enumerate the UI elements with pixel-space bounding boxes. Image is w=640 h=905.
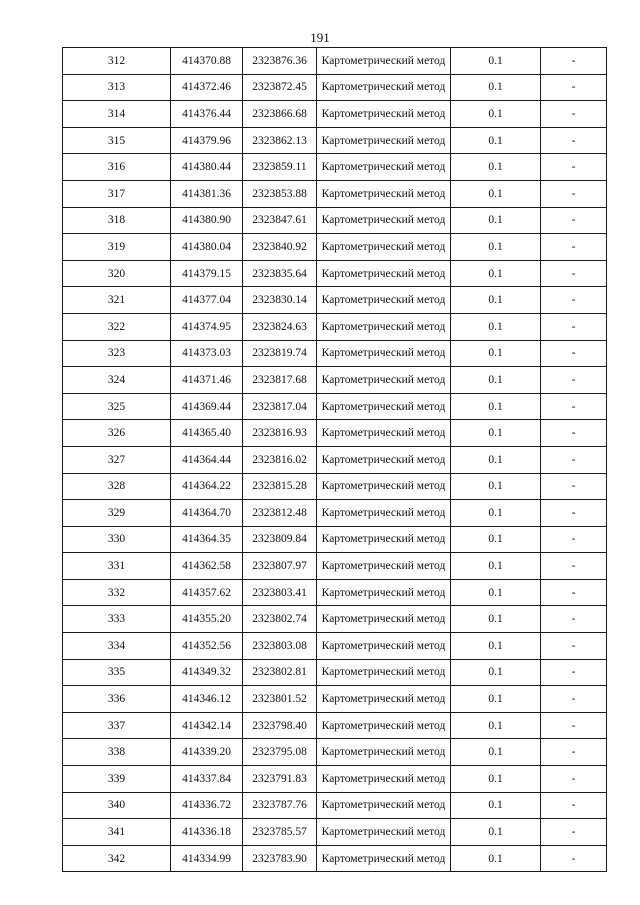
y-coordinate-cell: 2323787.76 xyxy=(243,792,317,819)
note-cell: - xyxy=(541,473,607,500)
method-cell: Картометрический метод xyxy=(317,340,451,367)
method-cell: Картометрический метод xyxy=(317,766,451,793)
point-number-cell: 337 xyxy=(63,712,171,739)
method-cell: Картометрический метод xyxy=(317,313,451,340)
note-cell: - xyxy=(541,234,607,261)
x-coordinate-cell: 414369.44 xyxy=(171,393,243,420)
table-row xyxy=(63,101,607,128)
method-cell: Картометрический метод xyxy=(317,659,451,686)
note-cell: - xyxy=(541,340,607,367)
point-number-cell: 314 xyxy=(63,101,171,128)
x-coordinate-cell: 414376.44 xyxy=(171,101,243,128)
point-number-cell: 342 xyxy=(63,845,171,872)
note-cell: - xyxy=(541,48,607,75)
x-coordinate-cell: 414334.99 xyxy=(171,845,243,872)
y-coordinate-cell: 2323847.61 xyxy=(243,207,317,234)
note-cell: - xyxy=(541,446,607,473)
accuracy-cell: 0.1 xyxy=(451,74,541,101)
y-coordinate-cell: 2323816.02 xyxy=(243,446,317,473)
note-cell: - xyxy=(541,101,607,128)
table-row xyxy=(63,420,607,447)
point-number-cell: 315 xyxy=(63,127,171,154)
method-cell: Картометрический метод xyxy=(317,420,451,447)
table-row xyxy=(63,74,607,101)
point-number-cell: 324 xyxy=(63,367,171,394)
point-number-cell: 334 xyxy=(63,633,171,660)
accuracy-cell: 0.1 xyxy=(451,420,541,447)
y-coordinate-cell: 2323803.41 xyxy=(243,579,317,606)
accuracy-cell: 0.1 xyxy=(451,819,541,846)
accuracy-cell: 0.1 xyxy=(451,526,541,553)
point-number-cell: 317 xyxy=(63,180,171,207)
note-cell: - xyxy=(541,207,607,234)
note-cell: - xyxy=(541,420,607,447)
accuracy-cell: 0.1 xyxy=(451,180,541,207)
method-cell: Картометрический метод xyxy=(317,367,451,394)
note-cell: - xyxy=(541,313,607,340)
coordinates-table-body xyxy=(63,48,607,872)
x-coordinate-cell: 414355.20 xyxy=(171,606,243,633)
y-coordinate-cell: 2323819.74 xyxy=(243,340,317,367)
accuracy-cell: 0.1 xyxy=(451,739,541,766)
note-cell: - xyxy=(541,500,607,527)
point-number-cell: 323 xyxy=(63,340,171,367)
table-row xyxy=(63,154,607,181)
x-coordinate-cell: 414370.88 xyxy=(171,48,243,75)
point-number-cell: 313 xyxy=(63,74,171,101)
y-coordinate-cell: 2323862.13 xyxy=(243,127,317,154)
method-cell: Картометрический метод xyxy=(317,686,451,713)
table-row xyxy=(63,367,607,394)
table-row xyxy=(63,819,607,846)
note-cell: - xyxy=(541,606,607,633)
accuracy-cell: 0.1 xyxy=(451,367,541,394)
table-row xyxy=(63,526,607,553)
method-cell: Картометрический метод xyxy=(317,819,451,846)
y-coordinate-cell: 2323785.57 xyxy=(243,819,317,846)
x-coordinate-cell: 414349.32 xyxy=(171,659,243,686)
method-cell: Картометрический метод xyxy=(317,553,451,580)
y-coordinate-cell: 2323815.28 xyxy=(243,473,317,500)
table-row xyxy=(63,48,607,75)
accuracy-cell: 0.1 xyxy=(451,260,541,287)
table-row xyxy=(63,606,607,633)
point-number-cell: 322 xyxy=(63,313,171,340)
accuracy-cell: 0.1 xyxy=(451,154,541,181)
accuracy-cell: 0.1 xyxy=(451,48,541,75)
point-number-cell: 325 xyxy=(63,393,171,420)
table-row xyxy=(63,766,607,793)
method-cell: Картометрический метод xyxy=(317,74,451,101)
table-row xyxy=(63,340,607,367)
method-cell: Картометрический метод xyxy=(317,712,451,739)
x-coordinate-cell: 414372.46 xyxy=(171,74,243,101)
table-row xyxy=(63,127,607,154)
accuracy-cell: 0.1 xyxy=(451,845,541,872)
table-row xyxy=(63,446,607,473)
x-coordinate-cell: 414374.95 xyxy=(171,313,243,340)
x-coordinate-cell: 414357.62 xyxy=(171,579,243,606)
method-cell: Картометрический метод xyxy=(317,845,451,872)
table-row xyxy=(63,686,607,713)
method-cell: Картометрический метод xyxy=(317,127,451,154)
method-cell: Картометрический метод xyxy=(317,792,451,819)
point-number-cell: 328 xyxy=(63,473,171,500)
y-coordinate-cell: 2323830.14 xyxy=(243,287,317,314)
table-row xyxy=(63,234,607,261)
x-coordinate-cell: 414381.36 xyxy=(171,180,243,207)
method-cell: Картометрический метод xyxy=(317,633,451,660)
x-coordinate-cell: 414371.46 xyxy=(171,367,243,394)
accuracy-cell: 0.1 xyxy=(451,579,541,606)
accuracy-cell: 0.1 xyxy=(451,207,541,234)
x-coordinate-cell: 414362.58 xyxy=(171,553,243,580)
x-coordinate-cell: 414377.04 xyxy=(171,287,243,314)
point-number-cell: 321 xyxy=(63,287,171,314)
note-cell: - xyxy=(541,367,607,394)
y-coordinate-cell: 2323866.68 xyxy=(243,101,317,128)
y-coordinate-cell: 2323824.63 xyxy=(243,313,317,340)
point-number-cell: 329 xyxy=(63,500,171,527)
note-cell: - xyxy=(541,739,607,766)
method-cell: Картометрический метод xyxy=(317,739,451,766)
point-number-cell: 338 xyxy=(63,739,171,766)
point-number-cell: 320 xyxy=(63,260,171,287)
y-coordinate-cell: 2323798.40 xyxy=(243,712,317,739)
method-cell: Картометрический метод xyxy=(317,287,451,314)
method-cell: Картометрический метод xyxy=(317,500,451,527)
y-coordinate-cell: 2323802.81 xyxy=(243,659,317,686)
point-number-cell: 341 xyxy=(63,819,171,846)
table-row xyxy=(63,180,607,207)
table-row xyxy=(63,792,607,819)
point-number-cell: 318 xyxy=(63,207,171,234)
method-cell: Картометрический метод xyxy=(317,207,451,234)
point-number-cell: 332 xyxy=(63,579,171,606)
note-cell: - xyxy=(541,393,607,420)
table-row xyxy=(63,739,607,766)
point-number-cell: 331 xyxy=(63,553,171,580)
y-coordinate-cell: 2323817.68 xyxy=(243,367,317,394)
y-coordinate-cell: 2323791.83 xyxy=(243,766,317,793)
note-cell: - xyxy=(541,686,607,713)
y-coordinate-cell: 2323840.92 xyxy=(243,234,317,261)
note-cell: - xyxy=(541,819,607,846)
y-coordinate-cell: 2323872.45 xyxy=(243,74,317,101)
accuracy-cell: 0.1 xyxy=(451,686,541,713)
accuracy-cell: 0.1 xyxy=(451,500,541,527)
accuracy-cell: 0.1 xyxy=(451,712,541,739)
x-coordinate-cell: 414379.15 xyxy=(171,260,243,287)
point-number-cell: 319 xyxy=(63,234,171,261)
note-cell: - xyxy=(541,633,607,660)
note-cell: - xyxy=(541,553,607,580)
table-row xyxy=(63,473,607,500)
x-coordinate-cell: 414380.44 xyxy=(171,154,243,181)
accuracy-cell: 0.1 xyxy=(451,606,541,633)
accuracy-cell: 0.1 xyxy=(451,313,541,340)
y-coordinate-cell: 2323803.08 xyxy=(243,633,317,660)
x-coordinate-cell: 414364.70 xyxy=(171,500,243,527)
table-row xyxy=(63,207,607,234)
note-cell: - xyxy=(541,127,607,154)
note-cell: - xyxy=(541,579,607,606)
x-coordinate-cell: 414364.22 xyxy=(171,473,243,500)
page-number: 191 xyxy=(310,30,330,45)
x-coordinate-cell: 414364.35 xyxy=(171,526,243,553)
x-coordinate-cell: 414337.84 xyxy=(171,766,243,793)
note-cell: - xyxy=(541,792,607,819)
accuracy-cell: 0.1 xyxy=(451,633,541,660)
y-coordinate-cell: 2323802.74 xyxy=(243,606,317,633)
accuracy-cell: 0.1 xyxy=(451,792,541,819)
method-cell: Картометрический метод xyxy=(317,606,451,633)
method-cell: Картометрический метод xyxy=(317,101,451,128)
y-coordinate-cell: 2323801.52 xyxy=(243,686,317,713)
table-row xyxy=(63,500,607,527)
point-number-cell: 326 xyxy=(63,420,171,447)
x-coordinate-cell: 414352.56 xyxy=(171,633,243,660)
x-coordinate-cell: 414336.72 xyxy=(171,792,243,819)
y-coordinate-cell: 2323807.97 xyxy=(243,553,317,580)
method-cell: Картометрический метод xyxy=(317,260,451,287)
coordinates-table xyxy=(62,47,607,872)
y-coordinate-cell: 2323783.90 xyxy=(243,845,317,872)
method-cell: Картометрический метод xyxy=(317,579,451,606)
accuracy-cell: 0.1 xyxy=(451,473,541,500)
note-cell: - xyxy=(541,180,607,207)
method-cell: Картометрический метод xyxy=(317,180,451,207)
point-number-cell: 336 xyxy=(63,686,171,713)
table-row xyxy=(63,553,607,580)
point-number-cell: 312 xyxy=(63,48,171,75)
table-row xyxy=(63,260,607,287)
y-coordinate-cell: 2323853.88 xyxy=(243,180,317,207)
point-number-cell: 333 xyxy=(63,606,171,633)
accuracy-cell: 0.1 xyxy=(451,101,541,128)
note-cell: - xyxy=(541,766,607,793)
x-coordinate-cell: 414379.96 xyxy=(171,127,243,154)
y-coordinate-cell: 2323809.84 xyxy=(243,526,317,553)
accuracy-cell: 0.1 xyxy=(451,659,541,686)
table-row xyxy=(63,712,607,739)
table-row xyxy=(63,393,607,420)
method-cell: Картометрический метод xyxy=(317,446,451,473)
x-coordinate-cell: 414373.03 xyxy=(171,340,243,367)
x-coordinate-cell: 414342.14 xyxy=(171,712,243,739)
table-row xyxy=(63,659,607,686)
note-cell: - xyxy=(541,260,607,287)
note-cell: - xyxy=(541,287,607,314)
accuracy-cell: 0.1 xyxy=(451,234,541,261)
table-row xyxy=(63,287,607,314)
y-coordinate-cell: 2323859.11 xyxy=(243,154,317,181)
method-cell: Картометрический метод xyxy=(317,234,451,261)
accuracy-cell: 0.1 xyxy=(451,287,541,314)
table-row xyxy=(63,845,607,872)
method-cell: Картометрический метод xyxy=(317,473,451,500)
table-row xyxy=(63,579,607,606)
y-coordinate-cell: 2323876.36 xyxy=(243,48,317,75)
point-number-cell: 340 xyxy=(63,792,171,819)
method-cell: Картометрический метод xyxy=(317,154,451,181)
y-coordinate-cell: 2323835.64 xyxy=(243,260,317,287)
accuracy-cell: 0.1 xyxy=(451,446,541,473)
table-row xyxy=(63,633,607,660)
note-cell: - xyxy=(541,659,607,686)
point-number-cell: 339 xyxy=(63,766,171,793)
x-coordinate-cell: 414380.90 xyxy=(171,207,243,234)
method-cell: Картометрический метод xyxy=(317,393,451,420)
accuracy-cell: 0.1 xyxy=(451,127,541,154)
note-cell: - xyxy=(541,154,607,181)
x-coordinate-cell: 414380.04 xyxy=(171,234,243,261)
table-row xyxy=(63,313,607,340)
accuracy-cell: 0.1 xyxy=(451,340,541,367)
y-coordinate-cell: 2323795.08 xyxy=(243,739,317,766)
accuracy-cell: 0.1 xyxy=(451,553,541,580)
point-number-cell: 316 xyxy=(63,154,171,181)
x-coordinate-cell: 414364.44 xyxy=(171,446,243,473)
x-coordinate-cell: 414339.20 xyxy=(171,739,243,766)
y-coordinate-cell: 2323817.04 xyxy=(243,393,317,420)
point-number-cell: 335 xyxy=(63,659,171,686)
point-number-cell: 330 xyxy=(63,526,171,553)
note-cell: - xyxy=(541,526,607,553)
method-cell: Картометрический метод xyxy=(317,526,451,553)
x-coordinate-cell: 414336.18 xyxy=(171,819,243,846)
note-cell: - xyxy=(541,74,607,101)
note-cell: - xyxy=(541,845,607,872)
accuracy-cell: 0.1 xyxy=(451,766,541,793)
y-coordinate-cell: 2323816.93 xyxy=(243,420,317,447)
method-cell: Картометрический метод xyxy=(317,48,451,75)
point-number-cell: 327 xyxy=(63,446,171,473)
x-coordinate-cell: 414346.12 xyxy=(171,686,243,713)
accuracy-cell: 0.1 xyxy=(451,393,541,420)
x-coordinate-cell: 414365.40 xyxy=(171,420,243,447)
note-cell: - xyxy=(541,712,607,739)
y-coordinate-cell: 2323812.48 xyxy=(243,500,317,527)
